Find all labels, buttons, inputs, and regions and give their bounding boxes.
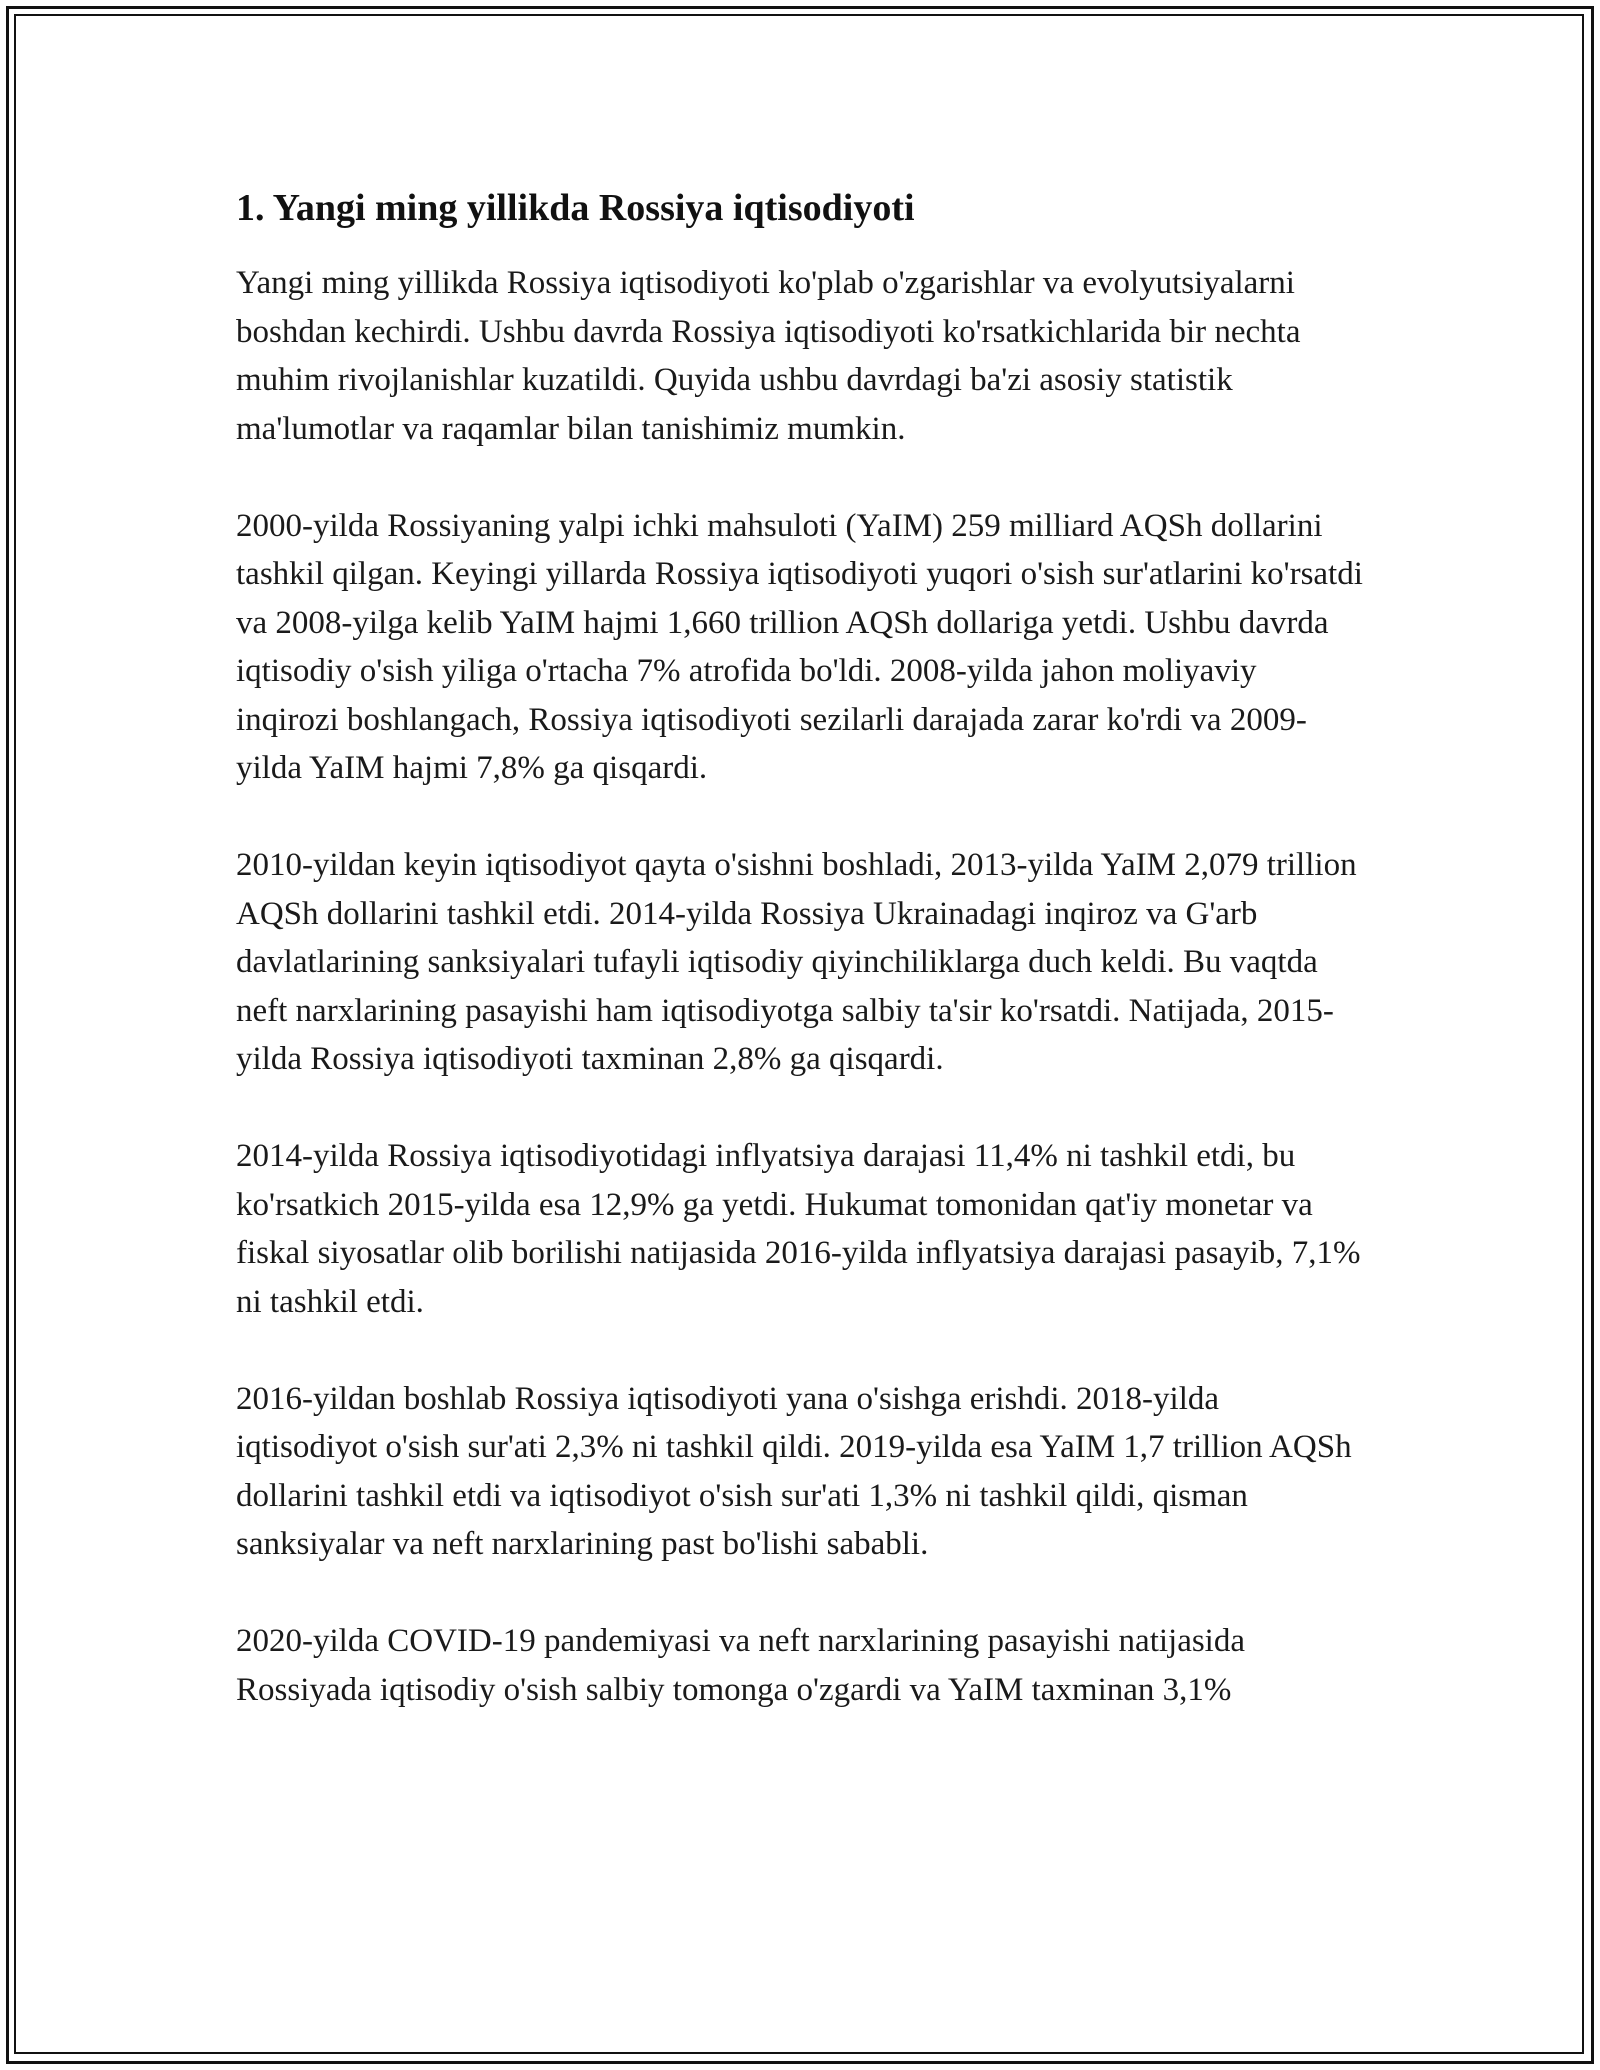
paragraph-2020: 2020-yilda COVID-19 pandemiyasi va neft narxlarining pasayishi natijasida Rossiyada iqtisodiy o'sish salbiy tomonga o'zgardi va YaIM taxminan 3,1% (236, 1623, 1245, 1708)
document-title: 1. Yangi ming yillikda Rossiya iqtisodiyoti (236, 187, 915, 229)
paragraph-2016-2019: 2016-yildan boshlab Rossiya iqtisodiyoti yana o'sishga erishdi. 2018-yilda iqtisodiyot o'sish sur'ati 2,3% ni tashkil qildi. 2019-yilda esa YaIM 1,7 trillion AQSh dollarini tashkil etdi va iqtisodiyot o'sish sur'ati 1,3% ni tashkil qildi, qisman sanksiyalar va neft narxlarining past bo'lishi sababli. (236, 1380, 1352, 1563)
paragraph-2010-2015: 2010-yildan keyin iqtisodiyot qayta o'sishni boshladi, 2013-yilda YaIM 2,079 trillion AQSh dollarini tashkil etdi. 2014-yilda Rossiya Ukrainadagi inqiroz va G'arb davlatlarining sanksiyalari tufayli iqtisodiy qiyinchiliklarga duch keldi. Bu vaqtda neft narxlarining pasayishi ham iqtisodiyotga salbiy ta'sir ko'rsatdi. Natijada, 2015-yilda Rossiya iqtisodiyoti taxminan 2,8% ga qisqardi. (236, 847, 1357, 1078)
paragraph-2000-2009: 2000-yilda Rossiyaning yalpi ichki mahsuloti (YaIM) 259 milliard AQSh dollarini tashkil qilgan. Keyingi yillarda Rossiya iqtisodiyoti yuqori o'sish sur'atlarini ko'rsatdi va 2008-yilga kelib YaIM hajmi 1,660 trillion AQSh dollariga yetdi. Ushbu davrda iqtisodiy o'sish yiliga o'rtacha 7% atrofida bo'ldi. 2008-yilda jahon moliyaviy inqirozi boshlangach, Rossiya iqtisodiyoti sezilarli darajada zarar ko'rdi va 2009-yilda YaIM hajmi 7,8% ga qisqardi. (236, 507, 1363, 787)
document-body (236, 184, 1366, 1763)
paragraph-intro: Yangi ming yillikda Rossiya iqtisodiyoti ko'plab o'zgarishlar va evolyutsiyalarni boshdan kechirdi. Ushbu davrda Rossiya iqtisodiyoti ko'rsatkichlarida bir nechta muhim rivojlanishlar kuzatildi. Quyida ushbu davrdagi ba'zi asosiy statistik ma'lumotlar va raqamlar bilan tanishimiz mumkin. (236, 265, 1301, 447)
paragraph-inflation: 2014-yilda Rossiya iqtisodiyotidagi inflyatsiya darajasi 11,4% ni tashkil etdi, bu ko'rsatkich 2015-yilda esa 12,9% ga yetdi. Hukumat tomonidan qat'iy monetar va fiskal siyosatlar olib borilishi natijasida 2016-yilda inflyatsiya darajasi pasayib, 7,1% ni tashkil etdi. (236, 1138, 1361, 1320)
